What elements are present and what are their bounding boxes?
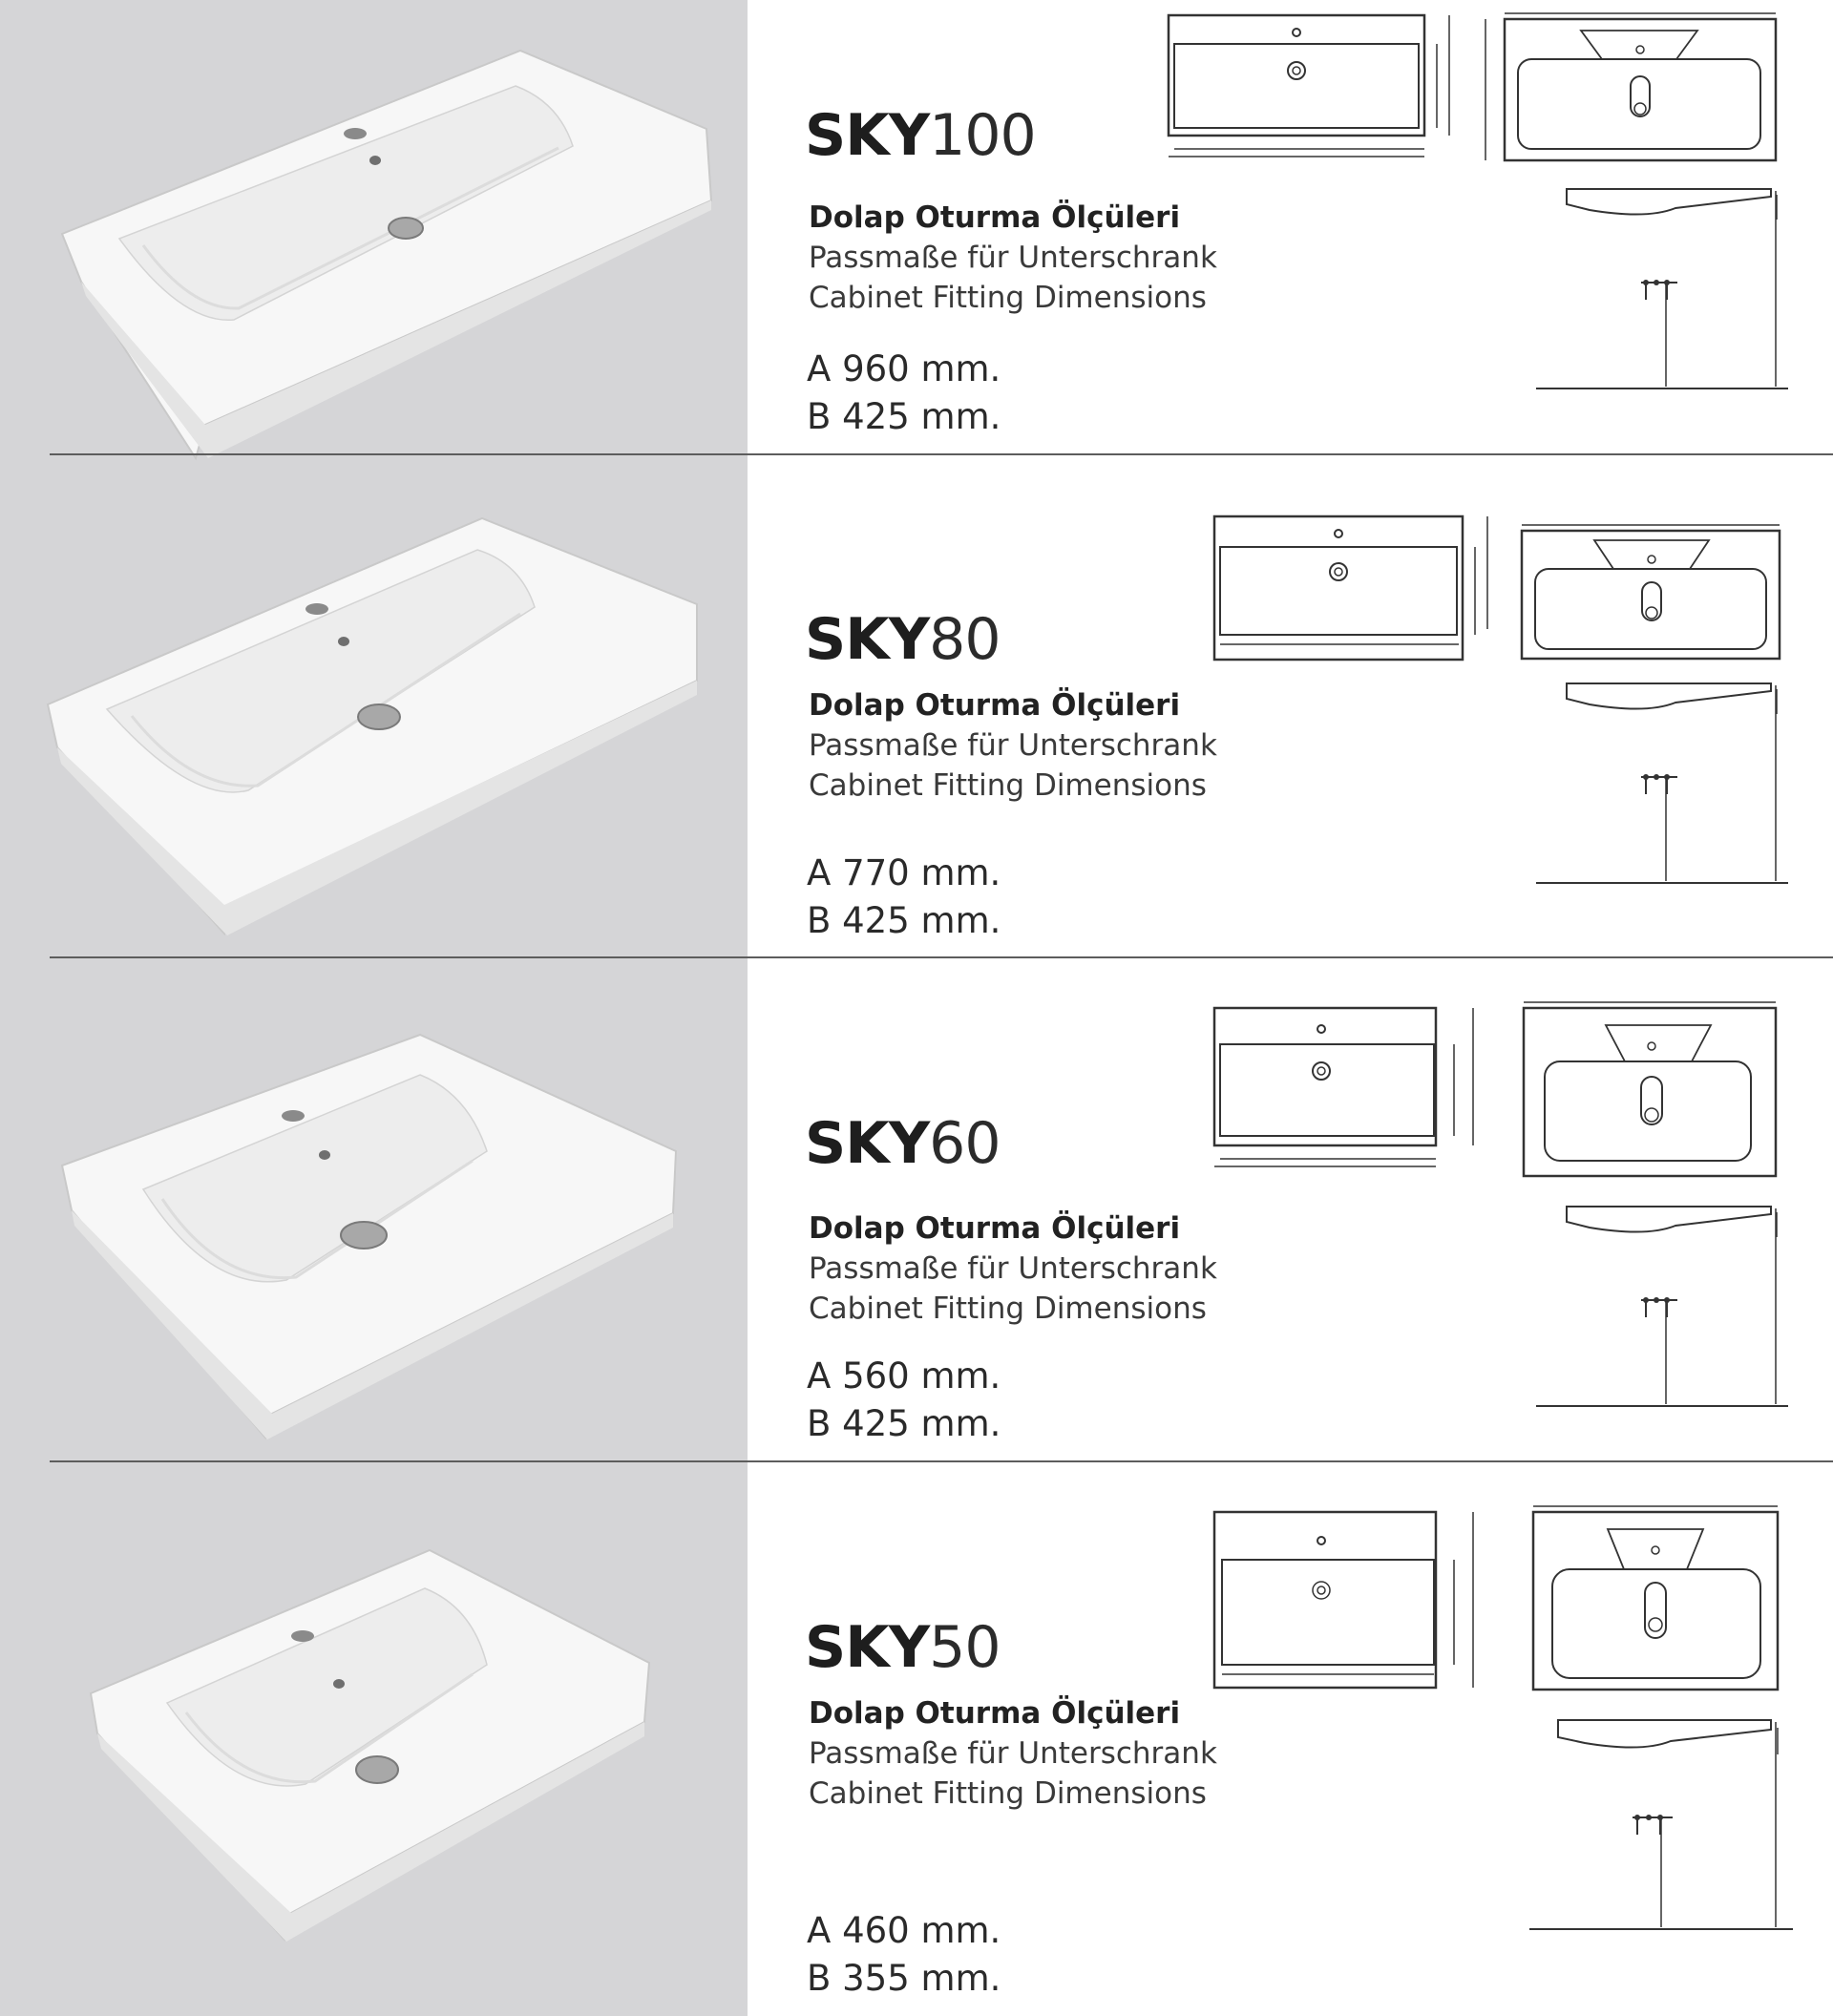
fitting-labels bbox=[809, 198, 1217, 318]
dimension-b: B 425 mm. bbox=[807, 1403, 1001, 1444]
front-view-drawing bbox=[1529, 1502, 1782, 1693]
dimensions bbox=[807, 346, 1001, 441]
dimension-a: A 960 mm. bbox=[807, 348, 1001, 389]
dimensions bbox=[807, 1907, 1001, 2003]
model-name: SKY50 bbox=[805, 1614, 1001, 1681]
product-section-sky100 bbox=[0, 0, 1833, 504]
dimension-b: B 425 mm. bbox=[807, 396, 1001, 437]
top-view-drawing bbox=[1211, 1502, 1487, 1693]
label-turkish: Dolap Oturma Ölçüleri bbox=[809, 1211, 1181, 1246]
label-turkish: Dolap Oturma Ölçüleri bbox=[809, 688, 1181, 723]
section-divider bbox=[50, 956, 1833, 958]
washbasin-image bbox=[38, 1008, 726, 1466]
washbasin-image bbox=[38, 504, 726, 962]
dimension-a: A 560 mm. bbox=[807, 1355, 1001, 1396]
label-german: Passmaße für Unterschrank bbox=[809, 728, 1217, 763]
top-view-drawing bbox=[1165, 10, 1463, 162]
dimensions bbox=[807, 850, 1001, 945]
dimension-b: B 425 mm. bbox=[807, 900, 1001, 941]
label-german: Passmaße für Unterschrank bbox=[809, 241, 1217, 275]
front-view-drawing bbox=[1518, 521, 1785, 664]
side-view-drawing bbox=[1532, 1199, 1790, 1414]
label-turkish: Dolap Oturma Ölçüleri bbox=[809, 1696, 1181, 1731]
model-name: SKY80 bbox=[805, 606, 1001, 673]
section-divider bbox=[50, 1460, 1833, 1462]
top-view-drawing bbox=[1211, 511, 1497, 663]
model-name: SKY100 bbox=[805, 102, 1036, 169]
label-english: Cabinet Fitting Dimensions bbox=[809, 1776, 1207, 1811]
product-section-sky50 bbox=[0, 1512, 1833, 2016]
label-english: Cabinet Fitting Dimensions bbox=[809, 1292, 1207, 1326]
top-view-drawing bbox=[1211, 998, 1487, 1180]
label-german: Passmaße für Unterschrank bbox=[809, 1736, 1217, 1771]
label-english: Cabinet Fitting Dimensions bbox=[809, 768, 1207, 803]
dimension-b: B 355 mm. bbox=[807, 1958, 1001, 1999]
label-english: Cabinet Fitting Dimensions bbox=[809, 281, 1207, 315]
dimension-a: A 770 mm. bbox=[807, 852, 1001, 893]
fitting-labels bbox=[809, 1208, 1217, 1329]
side-view-drawing bbox=[1532, 676, 1790, 891]
side-view-drawing bbox=[1528, 1712, 1795, 1937]
washbasin-image bbox=[38, 1512, 726, 1970]
dimension-a: A 460 mm. bbox=[807, 1910, 1001, 1951]
section-divider bbox=[50, 453, 1833, 455]
dimensions bbox=[807, 1353, 1001, 1448]
label-german: Passmaße für Unterschrank bbox=[809, 1251, 1217, 1286]
washbasin-image bbox=[38, 33, 726, 492]
model-name: SKY60 bbox=[805, 1110, 1001, 1177]
side-view-drawing bbox=[1532, 181, 1790, 396]
front-view-drawing bbox=[1476, 10, 1781, 162]
product-section-sky80 bbox=[0, 504, 1833, 1008]
label-turkish: Dolap Oturma Ölçüleri bbox=[809, 200, 1181, 235]
front-view-drawing bbox=[1520, 998, 1780, 1180]
fitting-labels bbox=[809, 685, 1217, 806]
product-section-sky60 bbox=[0, 1008, 1833, 1512]
fitting-labels bbox=[809, 1693, 1217, 1814]
